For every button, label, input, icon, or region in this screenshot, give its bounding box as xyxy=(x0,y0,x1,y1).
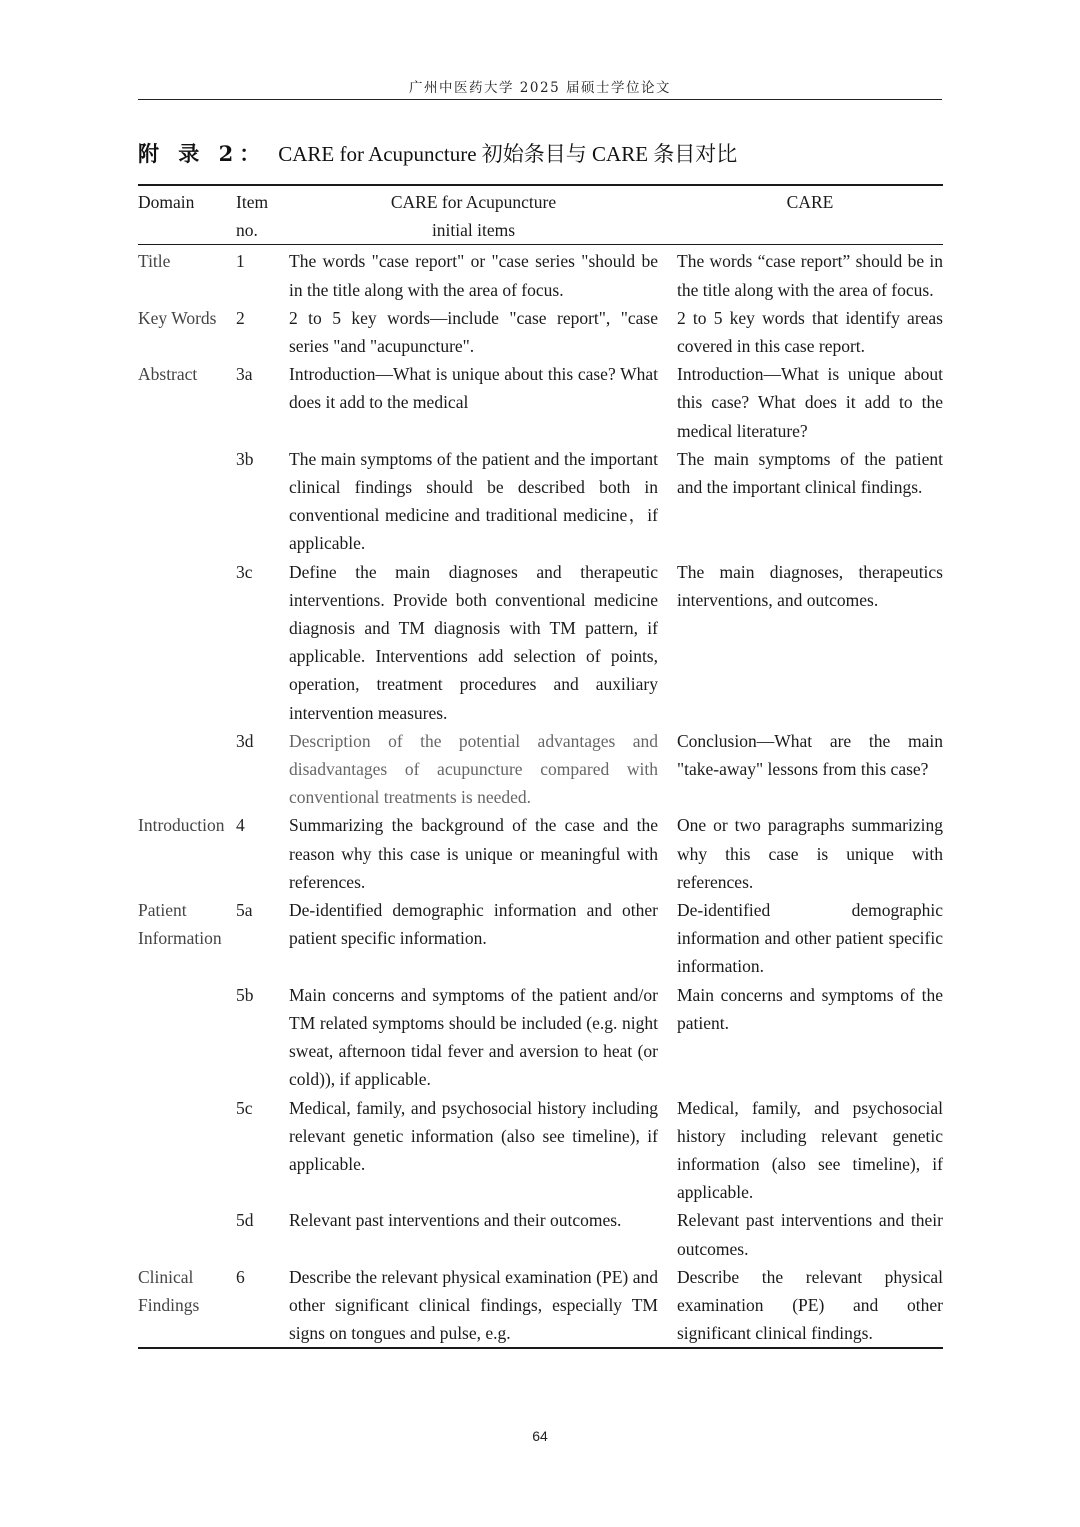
row-care-item: Conclusion—What are the main "take-away" lessons from this case? xyxy=(677,730,943,780)
row-care-item: Describe the relevant physical examination (PE) and other significant clinical findings. xyxy=(677,1266,943,1344)
table-row xyxy=(138,727,943,812)
row-care-item: The main symptoms of the patient and the important clinical findings. xyxy=(677,448,943,498)
row-domain xyxy=(138,981,236,1094)
row-acupuncture-item: De-identified demographic information and other patient specific information. xyxy=(289,900,658,949)
table-row xyxy=(138,558,943,727)
row-care-item: Introduction—What is unique about this case? What does it add to the medical literature? xyxy=(677,364,943,441)
table-header-row xyxy=(138,185,943,245)
appendix-label: 附 录 2： xyxy=(138,141,267,166)
row-item-no: 5a xyxy=(236,900,253,921)
row-item-no: 3b xyxy=(236,448,254,469)
appendix-title-text: CARE for Acupuncture 初始条目与 CARE 条目对比 xyxy=(278,142,738,166)
table-row xyxy=(138,1263,943,1349)
row-acupuncture-item: The main symptoms of the patient and the important clinical findings should be described both in conventional medicine and traditional medicine，if applicable. xyxy=(289,448,658,554)
row-item-no: 6 xyxy=(236,1266,245,1287)
row-acupuncture-item: Summarizing the background of the case and the reason why this case is unique or meaningful with references. xyxy=(289,815,658,892)
comparison-table xyxy=(138,184,943,1349)
header-care: CARE xyxy=(786,192,834,212)
page-number: 64 xyxy=(532,1428,548,1444)
header-care-for-acupuncture: CARE for Acupuncture initial items xyxy=(390,192,557,241)
row-domain: Abstract xyxy=(138,364,198,385)
row-item-no: 2 xyxy=(236,307,245,328)
table-row xyxy=(138,245,943,304)
row-domain xyxy=(138,558,236,727)
row-care-item: One or two paragraphs summarizing why this case is unique with references. xyxy=(677,815,943,892)
row-acupuncture-item: Main concerns and symptoms of the patient and/or TM related symptoms should be included (e.g. night sweat, afternoon tidal fever and aversion to heat (or cold)), if applicable. xyxy=(289,984,658,1090)
row-domain xyxy=(138,445,236,558)
table-row xyxy=(138,811,943,896)
row-item-no: 5d xyxy=(236,1210,254,1231)
row-item-no: 5b xyxy=(236,984,254,1005)
row-acupuncture-item: The words "case report" or "case series "should be in the title along with the area of focus. xyxy=(289,251,658,300)
row-item-no: 3d xyxy=(236,730,254,751)
table-row xyxy=(138,445,943,558)
row-item-no: 3c xyxy=(236,561,253,582)
row-item-no: 5c xyxy=(236,1097,253,1118)
row-acupuncture-item: Description of the potential advantages and disadvantages of acupuncture compared with conventional treatments is needed. xyxy=(289,730,658,808)
row-item-no: 3a xyxy=(236,364,253,385)
row-acupuncture-item: Describe the relevant physical examination (PE) and other significant clinical findings, especially TM signs on tongues and pulse, e.g. xyxy=(289,1266,658,1344)
header-domain: Domain xyxy=(138,192,195,212)
row-item-no: 4 xyxy=(236,815,245,836)
row-domain: Key Words xyxy=(138,307,217,328)
row-acupuncture-item: 2 to 5 key words—include "case report", "case series "and "acupuncture". xyxy=(289,307,658,357)
table-row xyxy=(138,981,943,1094)
table-row xyxy=(138,1094,943,1207)
table-row xyxy=(138,360,943,445)
row-care-item: Relevant past interventions and their outcomes. xyxy=(677,1210,943,1259)
row-domain xyxy=(138,1094,236,1207)
table-row xyxy=(138,1206,943,1262)
table-row xyxy=(138,896,943,981)
row-care-item: De-identified demographic information and other patient specific information. xyxy=(677,900,943,977)
row-acupuncture-item: Relevant past interventions and their outcomes. xyxy=(289,1210,622,1231)
row-domain xyxy=(138,1206,236,1262)
header-gap xyxy=(658,185,677,245)
row-item-no: 1 xyxy=(236,251,245,272)
row-domain: Patient Information xyxy=(138,900,222,949)
row-domain xyxy=(138,727,236,812)
row-care-item: Main concerns and symptoms of the patient. xyxy=(677,984,943,1033)
table-row xyxy=(138,304,943,360)
header-item-no: Item no. xyxy=(236,192,269,241)
running-header: 广州中医药大学 2025 届硕士学位论文 xyxy=(409,80,671,96)
header-rule xyxy=(138,99,942,100)
row-acupuncture-item: Introduction—What is unique about this case? What does it add to the medical xyxy=(289,364,658,413)
row-care-item: 2 to 5 key words that identify areas covered in this case report. xyxy=(677,307,943,357)
row-care-item: Medical, family, and psychosocial history including relevant genetic information (also see timeline), if applicable. xyxy=(677,1097,943,1203)
row-domain: Title xyxy=(138,251,171,272)
row-domain: Introduction xyxy=(138,815,225,836)
row-domain: Clinical Findings xyxy=(138,1266,200,1315)
row-care-item: The main diagnoses, therapeutics interventions, and outcomes. xyxy=(677,561,943,610)
row-care-item: The words “case report” should be in the title along with the area of focus. xyxy=(677,251,943,300)
row-acupuncture-item: Define the main diagnoses and therapeutic interventions. Provide both conventional medicine diagnosis and TM diagnosis with TM pattern, if applicable. Interventions add selection of points, operation, treatment procedures and auxiliary intervention measures. xyxy=(289,561,658,723)
appendix-title xyxy=(138,138,737,168)
row-acupuncture-item: Medical, family, and psychosocial history including relevant genetic information (also see timeline), if applicable. xyxy=(289,1097,658,1174)
